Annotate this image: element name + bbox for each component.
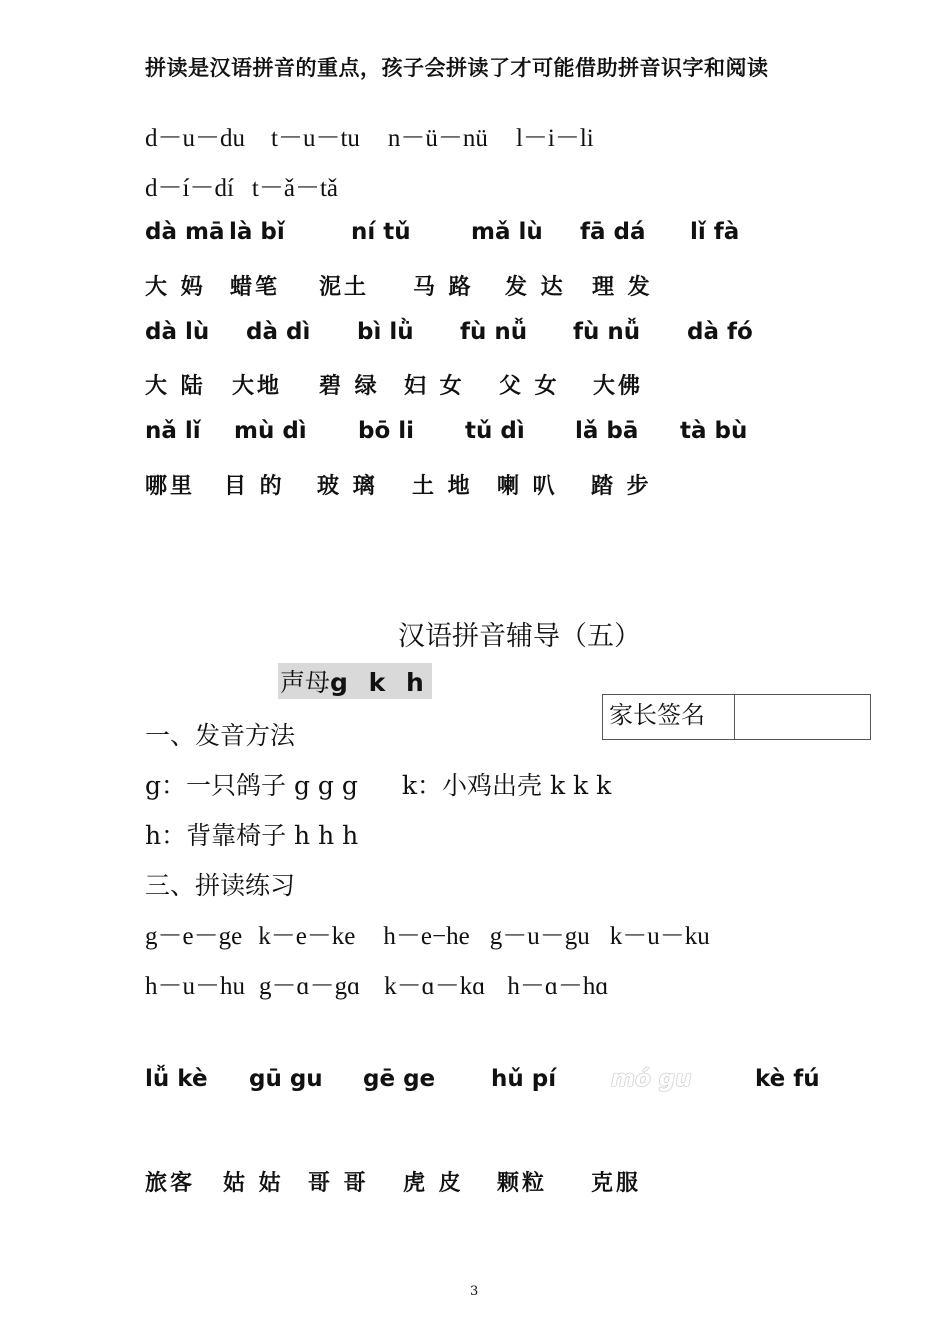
pronunciation-g: g：一只鸽子 g g g (145, 771, 358, 800)
hanzi-word: 踏 步 (591, 474, 652, 499)
pronunciation-line-2: h：背靠椅子 h h h (145, 821, 359, 850)
hanzi-word: 大地 (232, 374, 283, 399)
pinyin-word: kè fú (755, 1066, 820, 1092)
pronunciation-k: k：小鸡出壳 k k k (401, 771, 612, 800)
spelling-item: l－i－li (515, 125, 594, 152)
hanzi-word: 蜡笔 (230, 275, 281, 300)
practice-item: h－e−he (383, 923, 470, 950)
hanzi-word: 克服 (591, 1171, 642, 1196)
hanzi-word: 哪里 (145, 474, 196, 499)
practice-item: g－e－ge (145, 923, 243, 950)
practice-item: h－ɑ－hɑ (507, 973, 609, 1000)
practice-row-1 (145, 916, 710, 952)
pinyin-word: lǐ fà (690, 219, 740, 245)
practice-item: k－u－ku (609, 923, 710, 950)
final-hanzi-row (145, 1166, 845, 1196)
signature-field[interactable] (735, 695, 871, 740)
pronunciation-line-1 (145, 766, 611, 802)
pinyin-word: bō li (358, 418, 415, 444)
pronunciation-heading: 一、发音方法 (145, 721, 296, 750)
pinyin-word: bì lǜ (357, 319, 414, 345)
pinyin-word: tǔ dì (465, 418, 525, 444)
hanzi-word: 父 女 (499, 374, 560, 399)
pinyin-word: là bǐ (229, 219, 285, 245)
practice-item: g－ɑ－gɑ (259, 973, 361, 1000)
section-subtitle (278, 663, 432, 699)
spelling-row-1 (145, 118, 594, 154)
page-header: 拼读是汉语拼音的重点，孩子会拼读了才可能借助拼音识字和阅读 (145, 55, 769, 80)
hanzi-word: 虎 皮 (403, 1171, 464, 1196)
pinyin-word: dà lù (145, 319, 210, 345)
pinyin-word: dà dì (246, 319, 311, 345)
parent-signature-table (602, 694, 871, 740)
hanzi-word: 大 妈 (145, 275, 206, 300)
pinyin-word: lǚ kè (145, 1066, 208, 1092)
page-number: 3 (470, 1284, 479, 1299)
practice-item: k－e－ke (258, 923, 356, 950)
pinyin-word: fù nǚ (460, 319, 528, 345)
hanzi-word: 姑 姑 (223, 1171, 284, 1196)
pinyin-word: ní tǔ (351, 219, 411, 245)
pinyin-word: lǎ bā (575, 418, 639, 444)
hanzi-word: 马 路 (413, 275, 474, 300)
hanzi-word: 玻 璃 (317, 474, 378, 499)
practice-item: h－u－hu (145, 973, 246, 1000)
hanzi-word: 妇 女 (404, 374, 465, 399)
pinyin-word: nǎ lǐ (145, 418, 201, 444)
pinyin-word: dà mā (145, 219, 225, 245)
pinyin-word: dà fó (687, 319, 753, 345)
spelling-item: d－í－dí (145, 175, 234, 202)
hanzi-word: 发 达 (505, 275, 566, 300)
pinyin-word: tà bù (680, 418, 748, 444)
hanzi-word: 理 发 (592, 275, 653, 300)
spelling-item: d－u－du (145, 125, 246, 152)
hanzi-word: 土 地 (412, 474, 473, 499)
spelling-item: n－ü－nü (387, 125, 488, 152)
hanzi-word: 大 陆 (145, 374, 206, 399)
hanzi-word: 颗粒 (497, 1171, 548, 1196)
spelling-item: t－ǎ－tǎ (251, 175, 338, 202)
practice-item: g－u－gu (489, 923, 590, 950)
pinyin-word: fā dá (580, 219, 646, 245)
subtitle-letters: g k h (330, 668, 430, 697)
practice-item: k－ɑ－kɑ (384, 973, 486, 1000)
signature-label: 家长签名 (603, 695, 735, 740)
pinyin-word-faded: mó gu (611, 1066, 692, 1092)
hanzi-word: 目 的 (224, 474, 285, 499)
hanzi-word: 哥 哥 (308, 1171, 369, 1196)
spelling-row-2 (145, 168, 338, 204)
pinyin-word: gē ge (363, 1066, 436, 1092)
pinyin-word: mù dì (234, 418, 307, 444)
practice-row-2 (145, 966, 608, 1002)
pinyin-word: hǔ pí (491, 1066, 557, 1092)
pinyin-word: fù nǚ (573, 319, 641, 345)
hanzi-word: 大佛 (593, 374, 644, 399)
pinyin-word: gū gu (249, 1066, 323, 1092)
final-pinyin-row (145, 1066, 845, 1096)
section-title: 汉语拼音辅导（五） (398, 621, 641, 652)
hanzi-word: 旅客 (145, 1171, 196, 1196)
practice-heading: 三、拼读练习 (145, 871, 296, 900)
hanzi-word: 喇 叭 (497, 474, 558, 499)
subtitle-label: 声母 (280, 668, 331, 697)
hanzi-word: 碧 绿 (319, 374, 380, 399)
pinyin-word: mǎ lù (471, 219, 543, 245)
spelling-item: t－u－tu (271, 125, 360, 152)
hanzi-word: 泥土 (319, 275, 370, 300)
